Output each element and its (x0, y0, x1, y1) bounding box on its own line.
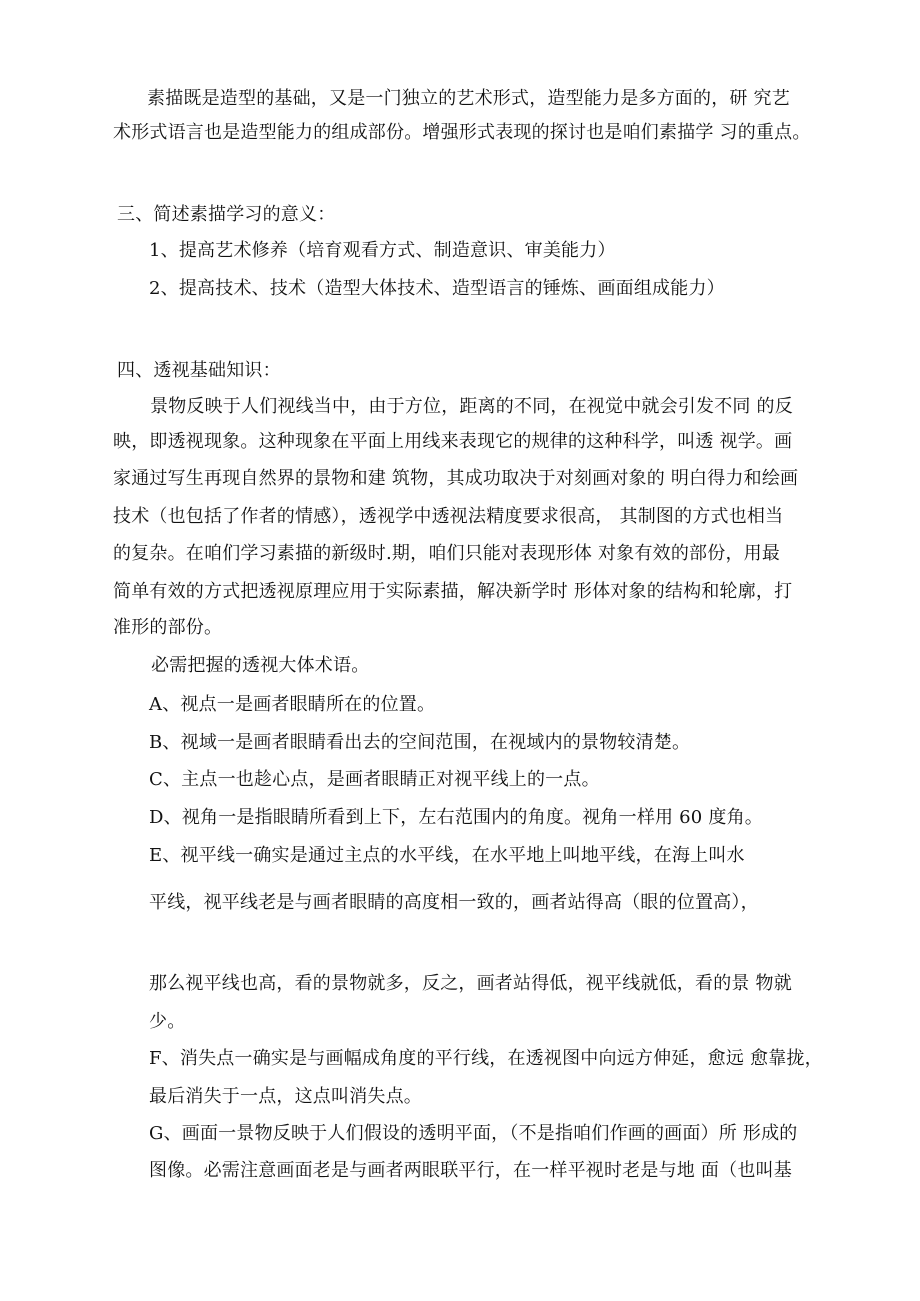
section-4-paragraph-line-6: 简单有效的方式把透视原理应用于实际素描，解决新学时 形体对象的结构和轮廓，打 (113, 581, 793, 602)
section-4-paragraph-line-2: 映，即透视现象。这种现象在平面上用线来表现它的规律的这种科学，叫透 视学。画 (113, 431, 793, 452)
term-b: B、视域一是画者眼睛看出去的空间范围，在视域内的景物较清楚。 (149, 732, 691, 753)
term-g-line-1: G、画面一景物反映于人们假设的透明平面，（不是指咱们作画的画面）所 形成的 (149, 1123, 798, 1144)
intro-line-2: 术形式语言也是造型能力的组成部份。增强形式表现的探讨也是咱们素描学 习的重点。 (113, 122, 811, 143)
term-f-line-2: 最后消失于一点，这点叫消失点。 (149, 1086, 422, 1107)
section-4-paragraph-line-7: 准形的部份。 (113, 617, 223, 638)
section-4-paragraph-line-3: 家通过写生再现自然界的景物和建 筑物，其成功取决于对刻画对象的 明白得力和绘画 (113, 468, 799, 489)
term-c: C、主点一也趁心点，是画者眼睛正对视平线上的一点。 (149, 769, 600, 790)
section-4-paragraph-line-4: 技术（也包括了作者的情感），透视学中透视法精度要求很高， 其制图的方式也相当 (113, 506, 784, 527)
section-3-heading: 三、简述素描学习的意义： (117, 204, 336, 225)
section-3-item-1: 1、提高艺术修养（培育观看方式、制造意识、审美能力） (149, 240, 616, 261)
term-e-line-4: 少。 (149, 1011, 186, 1032)
term-e-line-1: E、视平线一确实是通过主点的水平线，在水平地上叫地平线，在海上叫水 (149, 845, 745, 866)
term-a: A、视点一是画者眼睛所在的位置。 (149, 694, 436, 715)
intro-line-1: 素描既是造型的基础，又是一门独立的艺术形式，造型能力是多方面的，研 究艺 (147, 88, 790, 109)
term-g-line-2: 图像。必需注意画面老是与画者两眼联平行，在一样平视时老是与地 面（也叫基 (149, 1160, 792, 1181)
section-4-paragraph-line-5: 的复杂。在咱们学习素描的新级时.期，咱们只能对表现形体 对象有效的部份，用最 (113, 543, 781, 564)
terms-intro: 必需把握的透视大体术语。 (151, 655, 370, 676)
section-4-heading: 四、透视基础知识： (117, 360, 281, 381)
term-e-line-2: 平线，视平线老是与画者眼睛的高度相一致的，画者站得高（眼的位置高）， (149, 892, 759, 913)
term-d: D、视角一是指眼睛所看到上下，左右范围内的角度。视角一样用 60 度角。 (149, 807, 763, 828)
term-e-line-3: 那么视平线也高，看的景物就多，反之，画者站得低，视平线就低，看的景 物就 (149, 973, 792, 994)
section-4-paragraph-line-1: 景物反映于人们视线当中，由于方位，距离的不同，在视觉中就会引发不同 的反 (150, 396, 793, 417)
section-3-item-2: 2、提高技术、技术（造型大体技术、造型语言的锤炼、画面组成能力） (149, 278, 725, 299)
term-f-line-1: F、消失点一确实是与画幅成角度的平行线，在透视图中向远方伸延，愈远 愈靠拢， (149, 1048, 823, 1069)
